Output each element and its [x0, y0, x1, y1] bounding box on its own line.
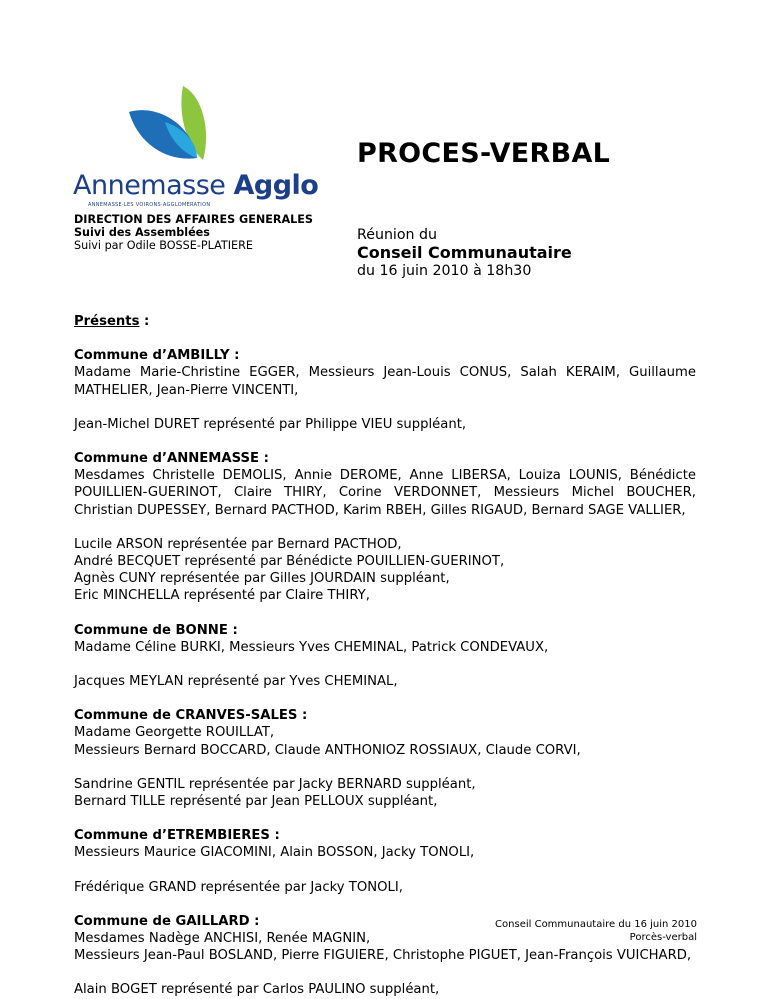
representation-line: Frédérique GRAND représentée par Jacky TONOLI, — [74, 879, 403, 895]
commune-section — [74, 622, 696, 708]
commune-section — [74, 707, 696, 827]
spacer — [74, 656, 696, 673]
commune-name: Commune d’ANNEMASSE : — [74, 451, 269, 467]
meeting-line-1: Réunion du — [357, 227, 438, 243]
spacer — [74, 896, 696, 913]
spacer — [74, 605, 696, 622]
representation-line: Alain BOGET représenté par Carlos PAULINO suppléant, — [74, 982, 440, 998]
meeting-block — [357, 226, 572, 280]
commune-members: Messieurs Bernard BOCCARD, Claude ANTHONIOZ ROSSIAUX, Claude CORVI, — [74, 742, 581, 758]
commune-members: Mesdames Christelle DEMOLIS, Annie DEROME, Anne LIBERSA, Louiza LOUNIS, Bénédicte POUILLIEN-GUERINOT, Claire THIRY, Corine VERDONNET, Messieurs Michel BOUCHER, Christian DUPESSEY, Bernard PACTHOD, Karim RBEH, Gilles RIGAUD, Bernard SAGE VALLIER, — [74, 468, 696, 518]
commune-members: Mesdames Nadège ANCHISI, Renée MAGNIN, — [74, 931, 371, 947]
logo-name-bold: Agglo — [233, 170, 319, 201]
commune-name: Commune de CRANVES-SALES : — [74, 708, 308, 724]
presents-heading — [74, 313, 696, 330]
logo-wordmark — [73, 170, 318, 201]
department-block — [74, 213, 313, 252]
presents-label: Présents — [74, 314, 140, 329]
commune-name: Commune de GAILLARD : — [74, 913, 260, 929]
presents-suffix: : — [139, 314, 150, 329]
representation-line: Lucile ARSON représentée par Bernard PACTHOD, — [74, 536, 402, 552]
leaf-logo-icon — [125, 82, 215, 164]
commune-members: Madame Georgette ROUILLAT, — [74, 725, 275, 741]
representation-line: Eric MINCHELLA représenté par Claire THIRY, — [74, 588, 370, 604]
annemasse-agglo-logo — [70, 82, 319, 208]
communes-list — [74, 347, 696, 998]
department-line-3: Suivi par Odile BOSSE-PLATIERE — [74, 239, 253, 252]
spacer — [74, 810, 696, 827]
department-line-2: Suivi des Assemblées — [74, 226, 210, 239]
commune-members: Messieurs Maurice GIACOMINI, Alain BOSSON, Jacky TONOLI, — [74, 845, 475, 861]
spacer — [74, 519, 696, 536]
department-line-1: DIRECTION DES AFFAIRES GENERALES — [74, 213, 313, 226]
spacer — [74, 690, 696, 707]
spacer — [74, 862, 696, 879]
meeting-line-3: du 16 juin 2010 à 18h30 — [357, 263, 532, 279]
spacer — [74, 399, 696, 416]
commune-name: Commune de BONNE : — [74, 622, 238, 638]
footer-line-1: Conseil Communautaire du 16 juin 2010 — [495, 919, 697, 930]
commune-name: Commune d’AMBILLY : — [74, 348, 240, 364]
commune-section — [74, 347, 696, 450]
spacer — [74, 759, 696, 776]
commune-members: Messieurs Jean-Paul BOSLAND, Pierre FIGUIERE, Christophe PIGUET, Jean-François VUICHARD, — [74, 948, 692, 964]
spacer — [74, 433, 696, 450]
spacer — [74, 964, 696, 981]
representation-line: Bernard TILLE représenté par Jean PELLOUX suppléant, — [74, 794, 438, 810]
representation-line: Sandrine GENTIL représentée par Jacky BERNARD suppléant, — [74, 776, 476, 792]
logo-name-light: Annemasse — [73, 170, 234, 201]
representation-line: Jean-Michel DURET représenté par Philippe VIEU suppléant, — [74, 416, 467, 432]
commune-members: Madame Marie-Christine EGGER, Messieurs Jean-Louis CONUS, Salah KERAIM, Guillaume MATHELIER, Jean-Pierre VINCENTI, — [74, 365, 696, 398]
commune-name: Commune d’ETREMBIERES : — [74, 828, 280, 844]
commune-section — [74, 450, 696, 622]
meeting-line-2: Conseil Communautaire — [357, 243, 572, 262]
page-footer — [495, 918, 697, 944]
representation-line: Jacques MEYLAN représenté par Yves CHEMINAL, — [74, 674, 398, 690]
representation-line: Agnès CUNY représentée par Gilles JOURDAIN suppléant, — [74, 571, 450, 587]
representation-line: André BECQUET représenté par Bénédicte POUILLIEN-GUERINOT, — [74, 554, 505, 570]
document-title: PROCES-VERBAL — [357, 138, 611, 169]
logo-tagline: ANNEMASSE·LES VOIRONS·AGGLOMERATION — [88, 202, 211, 208]
commune-members: Madame Céline BURKI, Messieurs Yves CHEMINAL, Patrick CONDEVAUX, — [74, 639, 549, 655]
footer-line-2: Porcès-verbal — [629, 932, 697, 943]
attendance-content — [74, 313, 696, 999]
commune-section — [74, 827, 696, 913]
